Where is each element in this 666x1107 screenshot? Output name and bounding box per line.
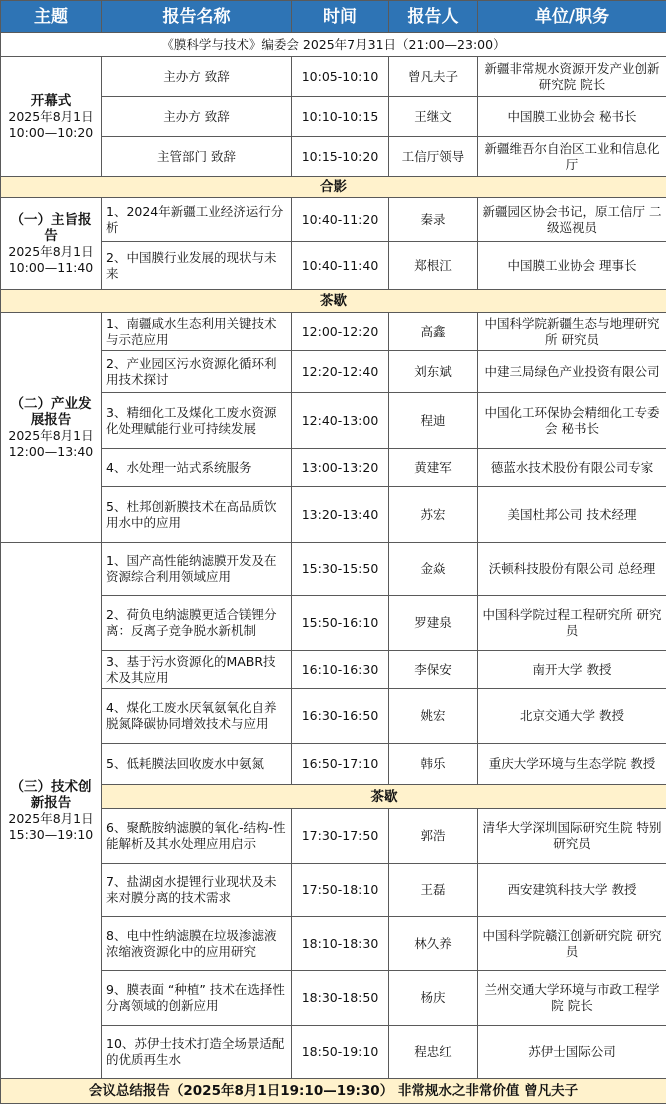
report-time: 16:30-16:50 <box>292 689 389 744</box>
organization: 中国科学院新疆生态与地理研究所 研究员 <box>478 313 666 351</box>
report-title: 10、苏伊士技术打造全场景适配的优质再生水 <box>102 1026 292 1079</box>
theme-industry <box>1 313 102 543</box>
report-time: 10:40-11:20 <box>292 198 389 242</box>
organization: 美国杜邦公司 技术经理 <box>478 487 666 543</box>
closing-report-row <box>1 1079 666 1104</box>
report-title: 2、产业园区污水资源化循环利用技术探讨 <box>102 351 292 393</box>
theme-title: （一）主旨报告 <box>10 211 92 244</box>
report-time: 15:50-16:10 <box>292 596 389 651</box>
organization: 北京交通大学 教授 <box>478 689 666 744</box>
organization: 兰州交通大学环境与市政工程学院 院长 <box>478 971 666 1026</box>
group-photo-label: 合影 <box>1 177 666 198</box>
organization: 中建三局绿色产业投资有限公司 <box>478 351 666 393</box>
speaker: 程忠红 <box>389 1026 478 1079</box>
theme-title: （二）产业发展报告 <box>10 395 92 428</box>
organization: 中国科学院过程工程研究所 研究员 <box>478 596 666 651</box>
header-row <box>1 1 666 33</box>
report-title: 9、膜表面 “种植” 技术在选择性分离领域的创新应用 <box>102 971 292 1026</box>
speaker: 曾凡夫子 <box>389 57 478 97</box>
organization: 重庆大学环境与生态学院 教授 <box>478 744 666 785</box>
report-title: 6、聚酰胺纳滤膜的氧化-结构-性能解析及其水处理应用启示 <box>102 809 292 864</box>
speaker: 韩乐 <box>389 744 478 785</box>
header-theme: 主题 <box>1 1 102 33</box>
organization: 西安建筑科技大学 教授 <box>478 864 666 917</box>
theme-date: 2025年8月1日 <box>8 427 94 443</box>
report-time: 12:40-13:00 <box>292 393 389 449</box>
theme-tech-innovation <box>1 543 102 1079</box>
editorial-meeting-row <box>1 33 666 57</box>
tea-break-label: 茶歇 <box>1 290 666 313</box>
speaker: 黄建军 <box>389 449 478 487</box>
report-time: 12:00-12:20 <box>292 313 389 351</box>
speaker: 杨庆 <box>389 971 478 1026</box>
speaker: 金焱 <box>389 543 478 596</box>
report-time: 13:20-13:40 <box>292 487 389 543</box>
report-title: 1、国产高性能纳滤膜开发及在资源综合利用领域应用 <box>102 543 292 596</box>
organization: 中国科学院赣江创新研究院 研究员 <box>478 917 666 971</box>
report-time: 16:10-16:30 <box>292 651 389 689</box>
report-time: 18:30-18:50 <box>292 971 389 1026</box>
organization: 新疆非常规水资源开发产业创新研究院 院长 <box>478 57 666 97</box>
speaker: 李保安 <box>389 651 478 689</box>
theme-opening <box>1 57 102 177</box>
table-row <box>1 543 666 596</box>
report-title: 2、中国膜行业发展的现状与未来 <box>102 242 292 290</box>
header-report-title: 报告名称 <box>102 1 292 33</box>
report-time: 18:50-19:10 <box>292 1026 389 1079</box>
speaker: 郭浩 <box>389 809 478 864</box>
header-speaker: 报告人 <box>389 1 478 33</box>
organization: 新疆维吾尔自治区工业和信息化厅 <box>478 137 666 177</box>
report-time: 10:40-11:40 <box>292 242 389 290</box>
report-title: 5、低耗膜法回收废水中氨氮 <box>102 744 292 785</box>
report-time: 13:00-13:20 <box>292 449 389 487</box>
organization: 中国膜工业协会 理事长 <box>478 242 666 290</box>
organization: 德蓝水技术股份有限公司专家 <box>478 449 666 487</box>
report-title: 5、杜邦创新膜技术在高品质饮用水中的应用 <box>102 487 292 543</box>
speaker: 程迪 <box>389 393 478 449</box>
organization: 新疆园区协会书记，原工信厅 二级巡视员 <box>478 198 666 242</box>
report-title: 2、荷负电纳滤膜更适合镁锂分离：反离子竞争脱水新机制 <box>102 596 292 651</box>
report-title: 3、精细化工及煤化工废水资源化处理赋能行业可持续发展 <box>102 393 292 449</box>
speaker: 郑根江 <box>389 242 478 290</box>
tea-break-band <box>1 290 666 313</box>
report-title: 7、盐湖卤水提锂行业现状及未来对膜分离的技术需求 <box>102 864 292 917</box>
theme-date: 2025年8月1日 <box>8 243 94 259</box>
speaker: 苏宏 <box>389 487 478 543</box>
theme-time: 15:30—19:10 <box>8 826 94 842</box>
speaker: 高鑫 <box>389 313 478 351</box>
organization: 苏伊士国际公司 <box>478 1026 666 1079</box>
organization: 沃顿科技股份有限公司 总经理 <box>478 543 666 596</box>
organization: 南开大学 教授 <box>478 651 666 689</box>
report-title: 4、水处理一站式系统服务 <box>102 449 292 487</box>
report-title: 主办方 致辞 <box>102 57 292 97</box>
theme-date: 2025年8月1日 <box>8 810 94 826</box>
tea-break-label: 茶歇 <box>102 785 666 809</box>
report-time: 10:15-10:20 <box>292 137 389 177</box>
table-row <box>1 313 666 351</box>
organization: 清华大学深圳国际研究生院 特别研究员 <box>478 809 666 864</box>
closing-report-text: 会议总结报告（2025年8月1日19:10—19:30） 非常规水之非常价值 曾凡夫子 <box>1 1079 666 1104</box>
speaker: 姚宏 <box>389 689 478 744</box>
header-organization: 单位/职务 <box>478 1 666 33</box>
report-title: 主管部门 致辞 <box>102 137 292 177</box>
theme-time: 10:00—11:40 <box>8 259 94 275</box>
speaker: 罗建泉 <box>389 596 478 651</box>
report-time: 10:10-10:15 <box>292 97 389 137</box>
speaker: 王磊 <box>389 864 478 917</box>
speaker: 刘东斌 <box>389 351 478 393</box>
report-time: 12:20-12:40 <box>292 351 389 393</box>
theme-title: （三）技术创新报告 <box>10 778 92 811</box>
theme-time: 12:00—13:40 <box>8 443 94 459</box>
group-photo-band <box>1 177 666 198</box>
table-row <box>1 57 666 97</box>
speaker: 工信厅领导 <box>389 137 478 177</box>
report-time: 17:50-18:10 <box>292 864 389 917</box>
report-time: 15:30-15:50 <box>292 543 389 596</box>
report-title: 1、南疆咸水生态利用关键技术与示范应用 <box>102 313 292 351</box>
theme-keynote <box>1 198 102 290</box>
report-time: 17:30-17:50 <box>292 809 389 864</box>
report-title: 1、2024年新疆工业经济运行分析 <box>102 198 292 242</box>
table-row <box>1 198 666 242</box>
report-title: 4、煤化工废水厌氧氨氧化自养脱氮降碳协同增效技术与应用 <box>102 689 292 744</box>
report-title: 主办方 致辞 <box>102 97 292 137</box>
organization: 中国化工环保协会精细化工专委会 秘书长 <box>478 393 666 449</box>
report-title: 8、电中性纳滤膜在垃圾渗滤液浓缩液资源化中的应用研究 <box>102 917 292 971</box>
theme-time: 10:00—10:20 <box>8 124 94 140</box>
speaker: 王继文 <box>389 97 478 137</box>
report-time: 16:50-17:10 <box>292 744 389 785</box>
theme-title: 开幕式 <box>30 92 72 109</box>
header-time: 时间 <box>292 1 389 33</box>
organization: 中国膜工业协会 秘书长 <box>478 97 666 137</box>
speaker: 林久养 <box>389 917 478 971</box>
editorial-meeting-text: 《膜科学与技术》编委会 2025年7月31日（21:00—23:00） <box>1 33 666 57</box>
speaker: 秦录 <box>389 198 478 242</box>
report-title: 3、基于污水资源化的MABR技术及其应用 <box>102 651 292 689</box>
report-time: 18:10-18:30 <box>292 917 389 971</box>
report-time: 10:05-10:10 <box>292 57 389 97</box>
theme-date: 2025年8月1日 <box>8 108 94 124</box>
